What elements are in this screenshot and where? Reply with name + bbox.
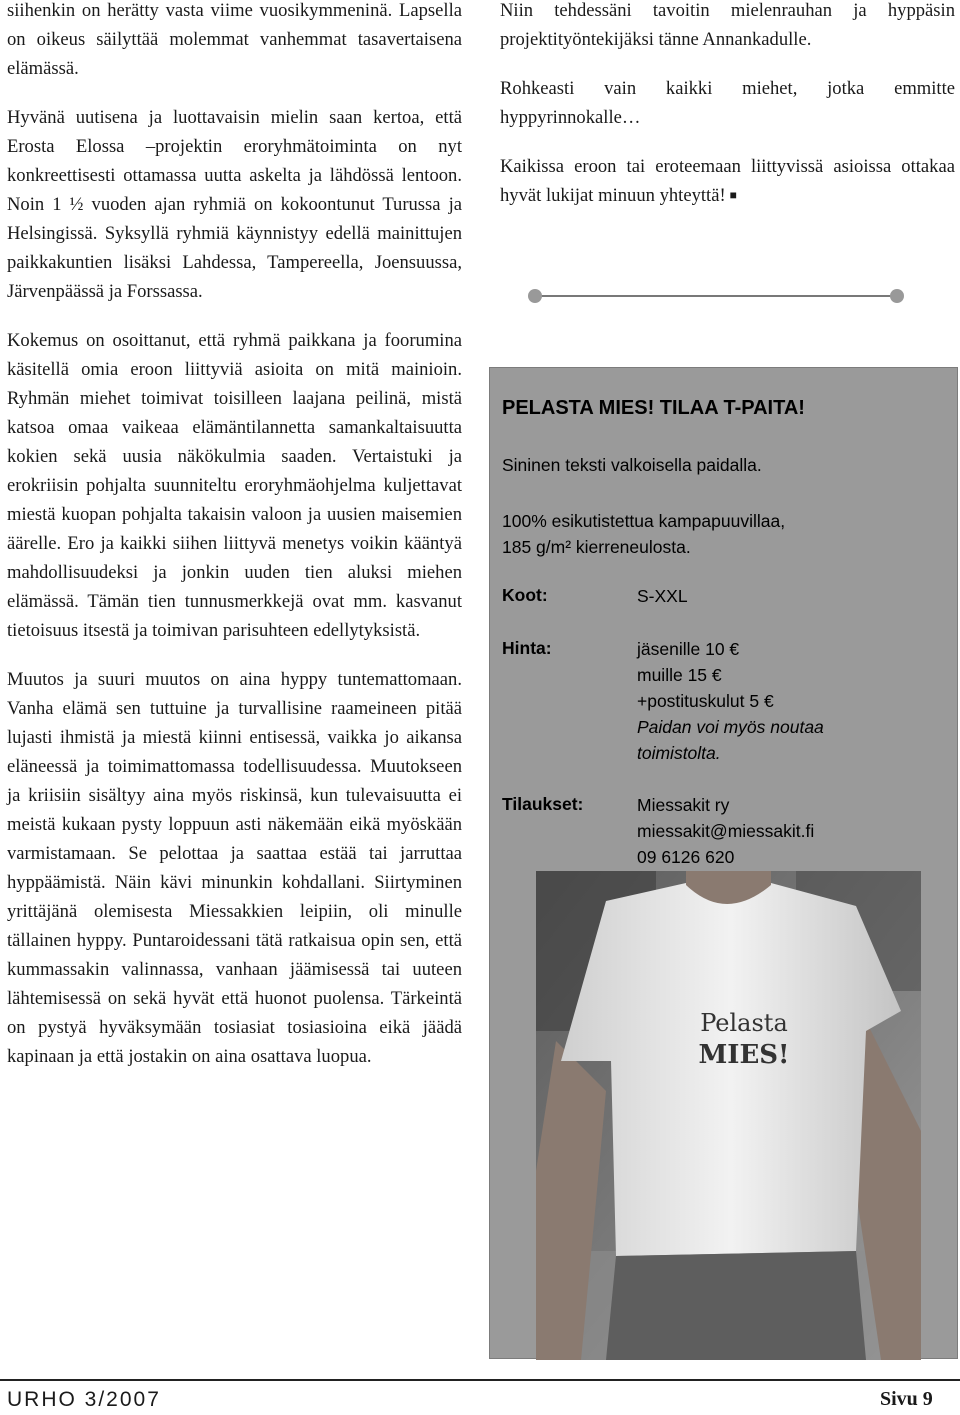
paragraph: siihenkin on herätty vasta viime vuosikymmeninä. Lapsella on oikeus säilyttää molemmat vanhemmat tasavertaisena elämässä. [7,0,462,79]
ad-description: Sininen teksti valkoisella paidalla. [502,455,762,475]
left-article-column [7,0,462,1091]
price-label: Hinta: [502,638,552,658]
orders-organization: Miessakit ry [637,795,730,815]
shirt-print-bottom: MIES! [698,1040,790,1070]
paragraph [500,152,955,210]
paragraph: Niin tehdessäni tavoitin mielenrauhan ja hyppäsin projektityöntekijäksi tänne Annankadulle. [500,0,955,50]
orders-email: miessakit@miessakit.fi [637,821,815,841]
paragraph: Kokemus on osoittanut, että ryhmä paikkana ja foorumina käsitellä omia eroon liittyviä asioita on mitä mainioin. Ryhmän miehet toimivat toisilleen laajana peilinä, mistä katsoa omaa vaikeaa elämäntilannetta samankaltaisuutta kokien sekä uusia näkökulmia saaden. Vertaistuki ja erokriisin pohjalta suunniteltu eroryhmäohjelma kuljettavat miestä kuopan pohjalta takaisin valoon ja uusien maisemien äärelle. Ero ja kaikki siihen liittyvä menetys voikin kääntyä mahdollisuudeksi ja jonkin uuden tien aluksi miehen elämässä. Tämän tien tunnusmerkkejä ovat mm. kasvanut tietoisuus itsestä ja toimivan parisuhteen edellytyksistä. [7,330,462,641]
ad-material-weight: 185 g/m² kierreneulosta. [502,537,691,557]
sizes-value: S-XXL [637,586,688,606]
decorative-divider [525,286,905,306]
pickup-note-cont: toimistolta. [637,743,721,763]
ad-material: 100% esikutistettua kampapuuvillaa, [502,511,786,531]
man-in-tshirt-photo [536,871,921,1360]
paragraph: Muutos ja suuri muutos on aina hyppy tuntemattomaan. Vanha elämä sen tuttuine ja turvallisine raameineen pitää lujasti ihmistä ja miestä kiinni entisessä, vaikka jo aikansa eläneessä ja toimimattomassa todellisuudessa. Muutokseen ja kriisiin sisältyy aina myös riskinsä, kun tulevaisuutta ei meistä kukaan pysty loppuun asti näkemään eikä myöskään varmistamaan. Se pelottaa ja saattaa estää tai jarruttaa hyppäämistä. Näin kävi minunkin kohdallani. Siirtyminen yrittäjänä olemisesta Miessakkien leipiin, oli minulle tällainen hyppy. Puntaroidessani tätä ratkaisua opin sen, että kummassakin valinnassa, vanhaan jäämisessä tai uuteen lähtemisessä on sekä hyvät että huonot puolensa. Tärkeintä on pystyä hyväksymään tosiasiat tosiasioina eikä jäädä kapinaan ja että jostakin on aina osattava luopua. [7,669,462,1067]
right-article-column [500,0,955,230]
ad-title: PELASTA MIES! TILAA T-PAITA! [502,397,805,419]
paragraph: Rohkeasti vain kaikki miehet, jotka emmitte hyppyrinnokalle… [500,78,955,128]
orders-label: Tilaukset: [502,794,584,814]
end-of-article-mark: ■ [729,188,737,202]
sizes-label: Koot: [502,585,548,605]
price-members: jäsenille 10 € [637,639,740,659]
price-postage: +postituskulut 5 € [637,691,774,711]
shirt-print-top: Pelasta [700,1009,788,1037]
price-others: muille 15 € [637,665,722,685]
paragraph: Hyvänä uutisena ja luottavaisin mielin saan kertoa, että Erosta Elossa –projektin eroryhmätoiminta on nyt konkreettisesti ottamassa uutta askelta ja lähdössä lentoon. Noin 1 ½ vuoden ajan ryhmiä on kokoontunut Turussa ja Helsingissä. Syksyllä ryhmiä käynnistyy edellä mainittujen paikkakuntien lisäksi Lahdessa, Tampereella, Joensuussa, Järvenpäässä ja Forssassa. [7,107,462,302]
pickup-note: Paidan voi myös noutaa [637,717,824,737]
closing-sentence: Kaikissa eroon tai eroteemaan liittyvissä asioissa ottakaa hyvät lukijat minuun yhteyttä! [500,156,955,206]
page-number: Sivu 9 [880,1388,933,1410]
issue-label: URHO 3/2007 [7,1388,161,1411]
orders-phone: 09 6126 620 [637,847,735,867]
footer-rule [0,1379,960,1381]
